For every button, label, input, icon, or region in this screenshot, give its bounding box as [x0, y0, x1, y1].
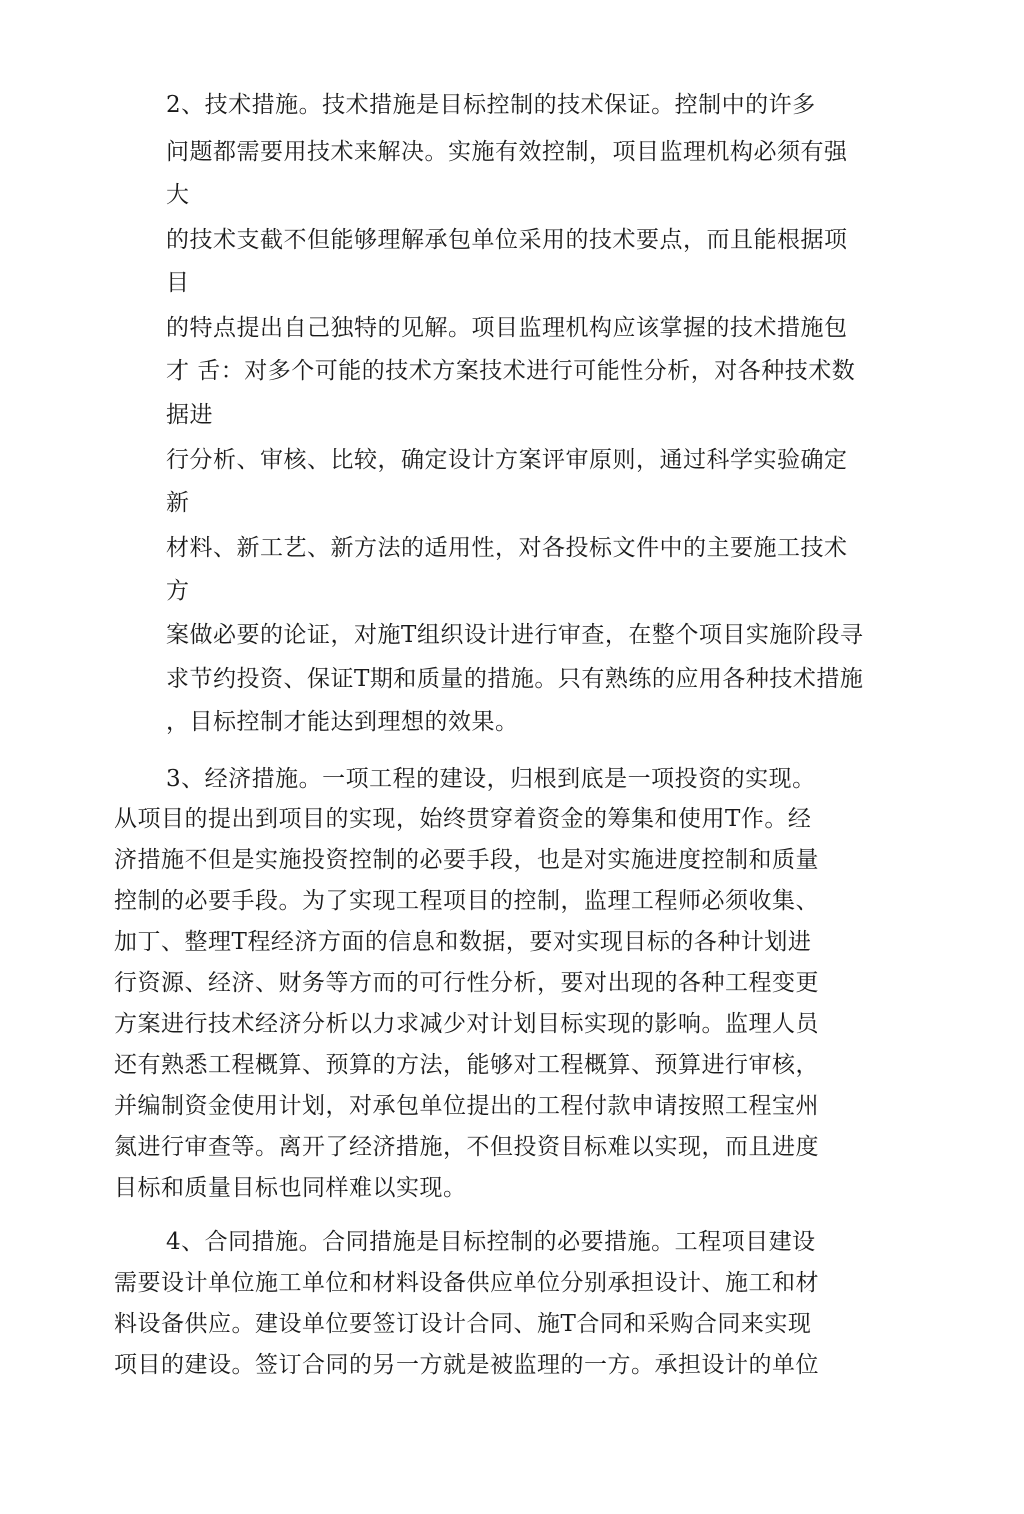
- paragraph-line: 行资源、经济、财务等方而的可行性分析，要对出现的各种工程变更: [114, 970, 819, 996]
- paragraph-line: 的技术支截不但能够理解承包单位采用的技术要点，而且能根据项: [166, 227, 848, 253]
- paragraph-line: 问题都需要用技术来解决。实施有效控制，项目监理机构必须有强: [166, 139, 848, 165]
- paragraph-line: 项目的建设。签订合同的另一方就是被监理的一方。承担设计的单位: [114, 1352, 819, 1378]
- paragraph-line: 料设备供应。建设单位要签订设计合同、施T合同和采购合同来实现: [114, 1311, 812, 1337]
- paragraph-line: 加丁、整理T程经济方面的信息和数据，要对实现目标的各种计划进: [114, 929, 812, 955]
- paragraph-line: ，目标控制才能达到理想的效果。: [166, 709, 519, 735]
- paragraph-line: 从项目的提出到项目的实现，始终贯穿着资金的筹集和使用T作。经: [114, 806, 812, 832]
- paragraph-line: 2、技术措施。技术措施是目标控制的技术保证。控制中的许多: [166, 92, 816, 118]
- paragraph-line: 4、合同措施。合同措施是目标控制的必要措施。工程项目建设: [166, 1229, 816, 1255]
- paragraph-line: 求节约投资、保证T期和质量的措施。只有熟练的应用各种技术措施: [166, 666, 864, 692]
- paragraph-line: 方: [166, 578, 190, 604]
- paragraph-line: 控制的必要手段。为了实现工程项目的控制，监理工程师必须收集、: [114, 888, 819, 914]
- paragraph-line: 才 舌：对多个可能的技术方案技术进行可能性分析，对各种技术数: [166, 358, 856, 384]
- paragraph-line: 据进: [166, 402, 213, 428]
- paragraph-line: 大: [166, 182, 190, 208]
- paragraph-line: 方案进行技术经济分析以力求减少对计划目标实现的影响。监理人员: [114, 1011, 819, 1037]
- paragraph-line: 目: [166, 270, 190, 296]
- paragraph-line: 目标和质量目标也同样难以实现。: [114, 1175, 467, 1201]
- paragraph-line: 还有熟悉工程概算、预算的方法，能够对工程概算、预算进行审核，: [114, 1052, 819, 1078]
- paragraph-line: 新: [166, 490, 190, 516]
- paragraph-line: 并编制资金使用计划，对承包单位提出的工程付款申请按照工程宝州: [114, 1093, 819, 1119]
- paragraph-line: 行分析、审核、比较，确定设计方案评审原则，通过科学实验确定: [166, 447, 848, 473]
- paragraph-line: 的特点提出自己独特的见解。项目监理机构应该掌握的技术措施包: [166, 315, 848, 341]
- paragraph-line: 案做必要的论证，对施T组织设计进行审查，在整个项目实施阶段寻: [166, 622, 864, 648]
- paragraph-line: 材料、新工艺、新方法的适用性，对各投标文件中的主要施工技术: [166, 535, 848, 561]
- paragraph-line: 氮进行审查等。离开了经济措施，不但投资目标难以实现，而且进度: [114, 1134, 819, 1160]
- paragraph-line: 3、经济措施。一项工程的建设，归根到底是一项投资的实现。: [166, 766, 816, 792]
- paragraph-line: 济措施不但是实施投资控制的必要手段，也是对实施进度控制和质量: [114, 847, 819, 873]
- paragraph-line: 需要设计单位施工单位和材料设备供应单位分别承担设计、施工和材: [114, 1270, 819, 1296]
